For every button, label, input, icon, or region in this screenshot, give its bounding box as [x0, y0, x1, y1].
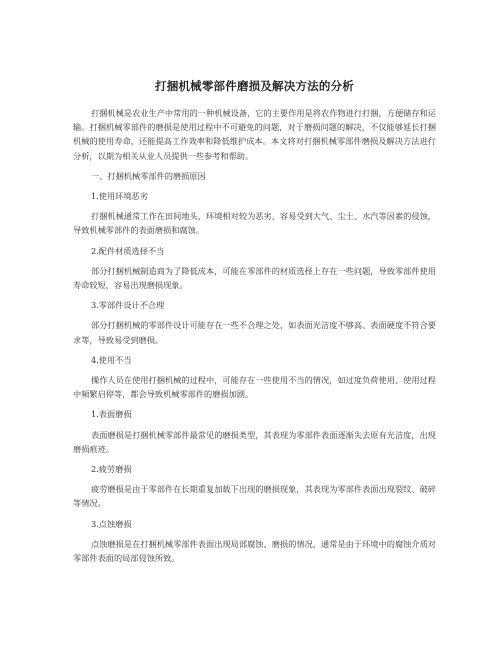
body-paragraph: 表面磨损是打捆机械零部件最常见的磨损类型，其表现为零部件表面逐渐失去原有光洁度，出现磨损痕迹。 — [73, 429, 436, 454]
subheading: 4.使用不当 — [91, 354, 132, 365]
subheading: 1.使用环境恶劣 — [91, 191, 148, 202]
section-heading: 一、打捆机械零部件的磨损原因 — [91, 170, 206, 181]
body-paragraph: 打捆机械通常工作在田间地头，环境相对较为恶劣，容易受到大气、尘土、水汽等因素的侵蚀，导致机械零部件的表面磨损和腐蚀。 — [73, 211, 436, 236]
subheading: 2.疲劳磨损 — [91, 464, 132, 475]
body-paragraph: 操作人员在使用打捆机械的过程中，可能存在一些使用不当的情况，如过度负荷使用、使用过程中频繁启停等，都会导致机械零部件的磨损加剧。 — [73, 375, 436, 400]
subheading: 2.配件材质选择不当 — [91, 245, 165, 256]
subheading: 1.表面磨损 — [91, 409, 132, 420]
document-title: 打捆机械零部件磨损及解决方法的分析 — [155, 79, 354, 93]
body-paragraph: 部分打捆机械的零部件设计可能存在一些不合理之处，如表面光洁度不够高、表面硬度不符合要求等，导致易受到磨损。 — [73, 320, 436, 345]
body-paragraph: 点蚀磨损是在打捆机械零部件表面出现局部腐蚀、磨损的情况，通常是由于环境中的腐蚀介质对零部件表面的局部侵蚀所致。 — [73, 538, 436, 564]
body-paragraph: 部分打捆机械制造商为了降低成本，可能在零部件的材质选择上存在一些问题，导致零部件使用寿命较短，容易出现磨损现象。 — [73, 265, 436, 291]
subheading: 3.零部件设计不合理 — [91, 300, 165, 311]
body-paragraph: 疲劳磨损是由于零部件在长期重复加载下出现的磨损现象，其表现为零部件表面出现裂纹、破碎等情况。 — [73, 484, 436, 509]
subheading: 3.点蚀磨损 — [91, 518, 132, 529]
intro-paragraph: 打捆机械是农业生产中常用的一种机械设备，它的主要作用是将农作物进行打捆，方便储存和运输。打捆机械零部件的磨损是使用过程中不可避免的问题，对于磨损问题的解决，不仅能够延长打捆机械的使用寿命，还能提高工作效率和降低维护成本。本文将对打捆机械零部件磨损及解决方法进行分析，以期为相关从业人员提供一些参考和帮助。 — [73, 108, 436, 161]
